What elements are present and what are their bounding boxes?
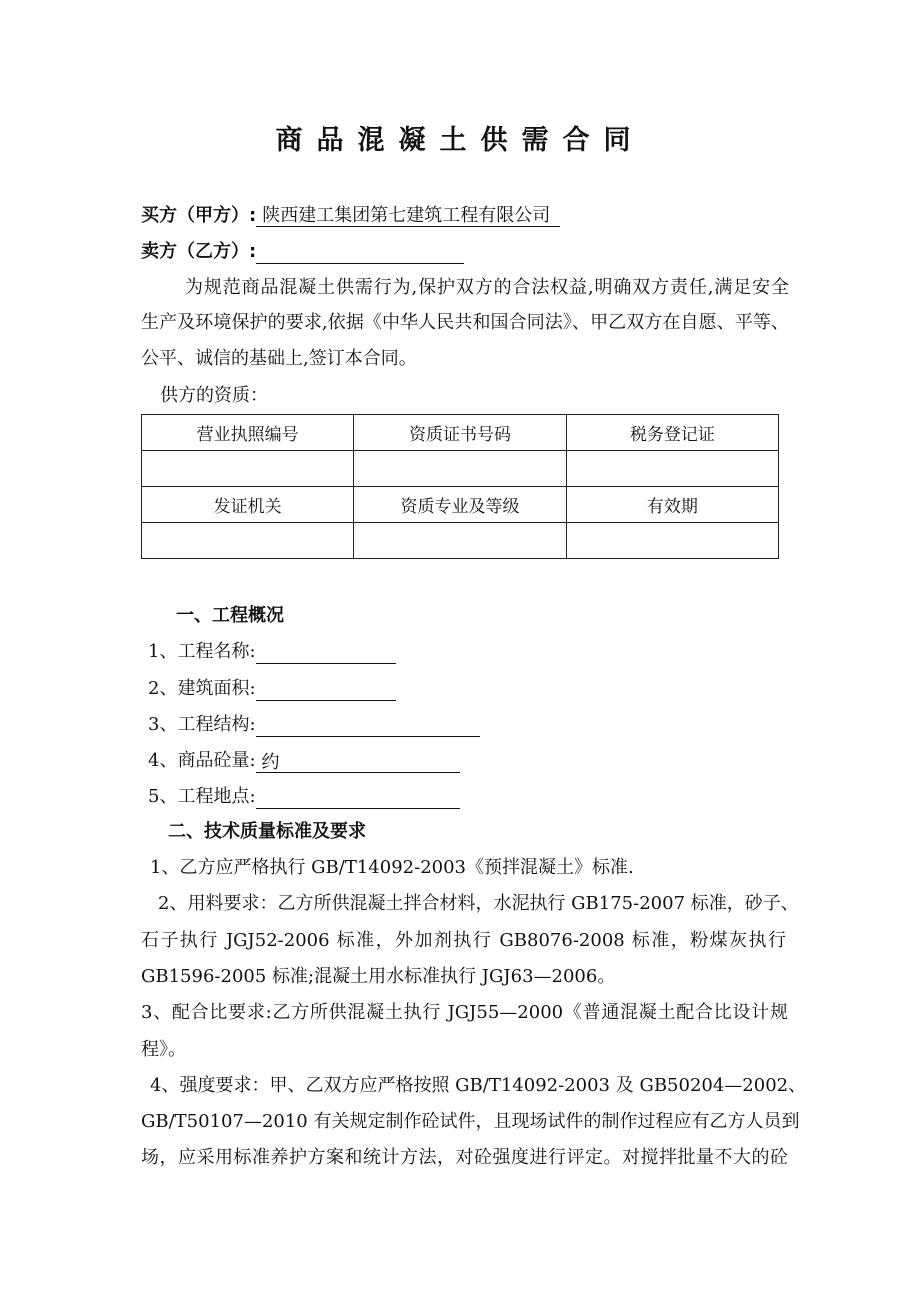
intro-line: 生产及环境保护的要求,依据《中华人民共和国合同法》、甲乙双方在自愿、平等、 — [141, 312, 789, 333]
seller-label: 卖方（乙方）: — [141, 241, 257, 262]
qualification-label: 供方的资质： — [160, 385, 268, 406]
requirement-line: GB1596-2005 标准;混凝土用水标准执行 JGJ63—2006。 — [141, 966, 616, 987]
requirement-line: 场，应采用标准养护方案和统计方法，对砼强度进行评定。对搅拌批量不大的砼 — [141, 1147, 788, 1168]
item-value — [256, 642, 396, 664]
requirement-line: 1、乙方应严格执行 GB/T14092-2003《预拌混凝土》标准. — [150, 857, 634, 878]
item-value — [256, 715, 480, 737]
table-row — [142, 487, 779, 523]
buyer-label: 买方（甲方）: — [141, 205, 257, 226]
item-label: 4、商品砼量: — [148, 750, 256, 771]
requirement-line: 石子执行 JGJ52-2006 标准，外加剂执行 GB8076-2008 标准，粉煤灰执行 — [141, 930, 786, 951]
requirement-line: 2、用料要求：乙方所供混凝土拌合材料，水泥执行 GB175-2007 标准，砂子、 — [158, 893, 799, 914]
item-label: 5、工程地点: — [148, 786, 256, 807]
table-row — [142, 523, 779, 559]
table-cell: 发证机关 — [142, 487, 354, 523]
requirement-line: GB/T50107—2010 有关规定制作砼试件，且现场试件的制作过程应有乙方人员到 — [141, 1111, 800, 1132]
table-cell: 营业执照编号 — [142, 415, 354, 451]
section2-heading: 二、技术质量标准及要求 — [168, 821, 366, 842]
table-cell: 资质证书号码 — [354, 415, 566, 451]
qualification-table — [141, 414, 779, 559]
table-cell: 资质专业及等级 — [354, 487, 566, 523]
section1-heading: 一、工程概况 — [176, 605, 284, 626]
seller-line — [141, 240, 464, 264]
project-item — [148, 677, 396, 701]
table-cell: 税务登记证 — [566, 415, 778, 451]
buyer-value: 陕西建工集团第七建筑工程有限公司 — [256, 205, 560, 227]
table-cell[interactable] — [566, 523, 778, 559]
item-label: 3、工程结构: — [148, 714, 256, 735]
requirement-line: 4、强度要求：甲、乙双方应严格按照 GB/T14092-2003 及 GB50204—2002、 — [150, 1075, 807, 1096]
item-label: 1、工程名称: — [148, 641, 256, 662]
buyer-line — [141, 204, 560, 228]
item-label: 2、建筑面积: — [148, 678, 256, 699]
item-value — [256, 787, 460, 809]
table-cell[interactable] — [354, 523, 566, 559]
seller-value — [256, 242, 464, 264]
project-item — [148, 785, 460, 809]
requirement-line: 程》。 — [141, 1039, 186, 1060]
project-item — [148, 749, 460, 773]
table-row — [142, 451, 779, 487]
item-value — [256, 679, 396, 701]
table-cell: 有效期 — [566, 487, 778, 523]
table-cell[interactable] — [354, 451, 566, 487]
item-value: 约 — [256, 751, 460, 773]
table-row — [142, 415, 779, 451]
table-cell[interactable] — [566, 451, 778, 487]
project-item — [148, 640, 396, 664]
intro-line: 为规范商品混凝土供需行为,保护双方的合法权益,明确双方责任,满足安全 — [185, 277, 789, 298]
document-title: 商品混凝土供需合同 — [275, 125, 645, 156]
table-cell[interactable] — [142, 451, 354, 487]
intro-line: 公平、诚信的基础上,签订本合同。 — [141, 348, 417, 369]
table-cell[interactable] — [142, 523, 354, 559]
requirement-line: 3、配合比要求:乙方所供混凝土执行 JGJ55—2000《普通混凝土配合比设计规 — [141, 1002, 788, 1023]
project-item — [148, 713, 480, 737]
